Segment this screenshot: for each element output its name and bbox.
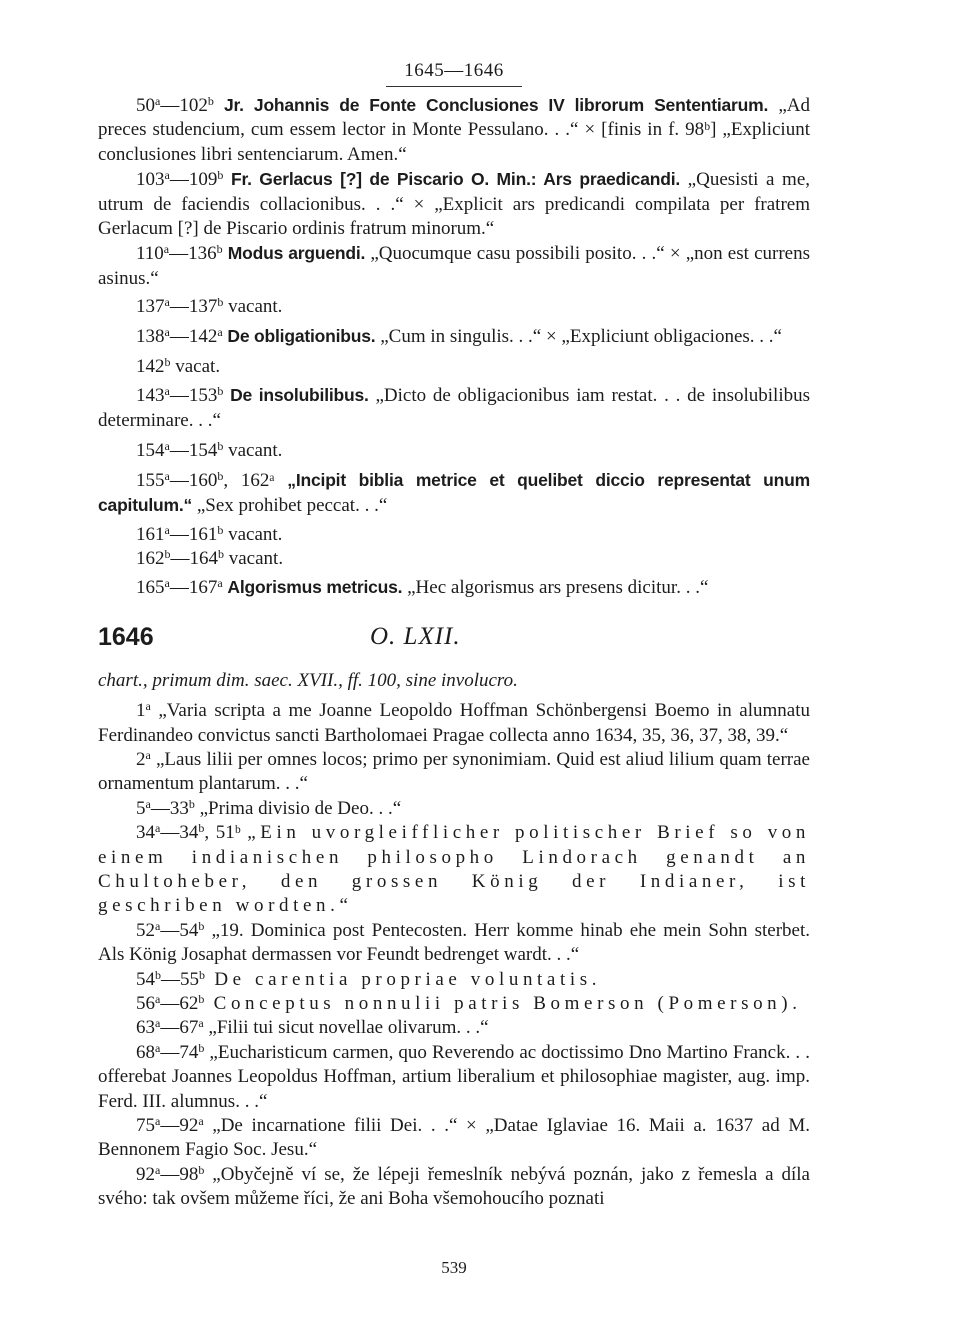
folio-side: b xyxy=(198,1040,205,1055)
folio-side: a xyxy=(164,522,170,537)
folio-side: b xyxy=(218,546,224,561)
folio-side: a xyxy=(155,94,161,108)
entry-text: „Cum in singulis. . .“ × „Expliciunt obligaciones. . .“ xyxy=(375,325,782,347)
entry: 138$^a$—142$^a$ De obligationibus. „Cum in singulis. . .“ × „Expliciunt obligaciones. . .“ xyxy=(136,324,782,347)
folio-side: a xyxy=(145,699,151,714)
folio-side: a xyxy=(155,918,161,933)
entry-text: vacant. xyxy=(223,440,283,462)
entry-text: „Laus lilii per omnes locos; primo per synonimiam. Quid est aliud lilium quam terrae ornamentum plantarum. . .“ xyxy=(98,748,810,795)
entry: 161$^a$—161$^b$ vacant. xyxy=(136,522,283,545)
entry-text: „Quocumque casu possibili posito. . .“ × „non est currens asinus.“ xyxy=(98,243,810,289)
entry: 143$^a$—153$^b$ De insolubilibus. „Dicto de obligacionibus iam restat. . . de insolubilibus determinare. . .“ xyxy=(98,384,811,431)
folio-side: b xyxy=(216,242,223,257)
entry: 162$^b$—164$^b$ vacant. xyxy=(136,546,284,569)
entry: 110$^a$—136$^b$ Modus arguendi. „Quocumque casu possibili posito. . .“ × „non est currens asinus.“ xyxy=(98,242,810,289)
folio-side: a xyxy=(164,324,170,339)
page-number: 539 xyxy=(441,1258,467,1277)
entry: 50$^a$—102$^b$ Jr. Johannis de Fonte Conclusiones IV librorum Sententiarum. „Ad preces studencium, cum essem lector in Monte Pessulano. . .“ × [finis in f. 98ᵇ] „Expliciunt conclusiones libri sentenciarum. Amen.“ xyxy=(98,94,811,165)
folio-side: a xyxy=(164,295,170,310)
entry-text: „Ad preces studencium, cum essem lector in Monte Pessulano. . .“ × [finis in f. 98ᵇ] „Expliciunt conclusiones libri sentenciarum. Amen.“ xyxy=(98,95,811,165)
entry: 2$^a$ „Laus lilii per omnes locos; primo per synonimiam. Quid est aliud lilium quam terrae ornamentum plantarum. . .“ xyxy=(98,747,810,795)
folio-side: a xyxy=(164,384,170,399)
spaced-title: De carentia propriae voluntatis. xyxy=(205,968,602,990)
folio-side: b xyxy=(164,355,171,370)
folio-side: a xyxy=(155,1040,161,1055)
folio-side: a xyxy=(155,1016,161,1031)
entry: 92$^a$—98$^b$ „Obyčejně ví se, že lépeji řemeslník nebývá poznán, jako z řemesla a díla svého: tak ovšem můžeme říci, že ani Boha všemohoucího poznati xyxy=(98,1162,810,1210)
folio-side: b xyxy=(217,439,224,454)
entry-text: „19. Dominica post Pentecosten. Herr komme hinab ehe mein Sohn sterbet. Als König Josaphat dermassen vor Feundt bedrenget wardt. . .“ xyxy=(98,919,810,966)
folio-side: b xyxy=(198,1162,205,1177)
entry: 75$^a$—92$^a$ „De incarnatione filii Dei. . .“ × „Datae Iglaviae 16. Maii a. 1637 ad M. Bennonem Fagio Soc. Jesu.“ xyxy=(98,1114,810,1161)
folio-side: a xyxy=(155,992,161,1006)
entry-text: „Varia scripta a me Joanne Leopoldo Hoffman Schönbergensi Boemo in alumnatu Ferdinandeo convictus sancti Bartholomaei Pragae collecta anno 1634, 35, 36, 37, 38, 39.“ xyxy=(98,700,810,746)
spaced-title: Conceptus nonnulii patris Bomerson (Pomerson). xyxy=(204,993,802,1014)
entry-text: „Quesisti a me, utrum de faciendis collacionibus. . .“ × „Explicit ars predicandi compilata per fratrem Gerlacum [?] de Piscario ordinis fratrum minorum.“ xyxy=(98,169,811,240)
entry: 154$^a$—154$^b$ vacant. xyxy=(136,439,283,462)
folio-side: a xyxy=(155,1162,161,1177)
entry-text: „Obyčejně ví se, že lépeji řemeslník nebývá poznán, jako z řemesla a díla svého: tak ovšem můžeme říci, že ani Boha všemohoucího poznati xyxy=(98,1163,810,1210)
entry: 56$^a$—62$^b$ Conceptus nonnulii patris Bomerson (Pomerson). xyxy=(136,992,802,1014)
entry-text: „Prima divisio de Deo. . .“ xyxy=(194,797,402,819)
folio-side: a xyxy=(164,468,170,483)
folio-side: b xyxy=(217,384,224,399)
entry-text: vacant. xyxy=(223,296,283,318)
folio-side: b xyxy=(207,94,214,108)
entry-text: „Eucharisticum carmen, quo Reverendo ac doctissimo Dno Martino Franck. . . offerebat Joannes Leopoldus Hoffman, artium liberalium et philosophiae magister, aug. imp. Ferd. III. alumnus. . .“ xyxy=(98,1041,810,1112)
running-head: 1645—1646 xyxy=(98,60,810,87)
entry-title: Algorismus metricus. xyxy=(227,577,403,598)
entry: 165$^a$—167$^a$ Algorismus metricus. „Hec algorismus ars presens dicitur. . .“ xyxy=(136,576,709,599)
folio-side: b xyxy=(217,295,224,310)
entry: 52$^a$—54$^b$ „19. Dominica post Pentecosten. Herr komme hinab ehe mein Sohn sterbet. Als König Josaphat dermassen vor Feundt bedrenget wardt. . .“ xyxy=(98,918,810,966)
folio-side: a xyxy=(155,821,161,836)
folio-side: a xyxy=(164,439,170,454)
folio-side: a xyxy=(217,324,223,339)
entry-text: „Dicto de obligacionibus iam restat. . . de insolubilibus determinare. . .“ xyxy=(98,385,811,431)
folio-side: b xyxy=(217,168,224,183)
entry: 103$^a$—109$^b$ Fr. Gerlacus [?] de Piscario O. Min.: Ars praedicandi. „Quesisti a me, utrum de faciendis collacionibus. . .“ × „Explicit ars predicandi compilata per fratrem Gerlacum [?] de Piscario ordinis fratrum minorum.“ xyxy=(98,168,811,240)
entry-title: De obligationibus. xyxy=(227,325,376,346)
folio-side: b xyxy=(155,967,161,982)
entry: 68$^a$—74$^b$ „Eucharisticum carmen, quo Reverendo ac doctissimo Dno Martino Franck. . . offerebat Joannes Leopoldus Hoffman, artium liberalium et philosophiae magister, aug. imp. Ferd. III. alumnus. . .“ xyxy=(98,1040,810,1112)
folio-side: a xyxy=(145,747,151,762)
entry-text: vacant. xyxy=(224,547,284,569)
entry: 155$^a$—160$^b$, 162ᵃ „Incipit biblia metrice et quelibet diccio representat unum capitulum.“ „Sex prohibet peccat. . .“ xyxy=(98,468,810,517)
entry-text: vacat. xyxy=(170,356,221,378)
entry-text: vacant. xyxy=(223,523,283,545)
manuscript-description: chart., primum dim. saec. XVII., ff. 100, sine involucro. xyxy=(98,669,518,691)
entry: 142$^b$ vacat. xyxy=(136,355,221,378)
entry-text: „Hec algorismus ars presens dicitur. . .“ xyxy=(402,577,709,599)
folio-side: b xyxy=(164,546,171,561)
folio-side: a xyxy=(155,1114,161,1129)
entry: 63$^a$—67$^a$ „Filii tui sicut novellae olivarum. . .“ xyxy=(136,1016,489,1039)
entry: 34$^a$—34$^b$, 51ᵇ „Ein uvorgleifflicher politischer Brief so von einem indianischen philosopho Lindorach genandt an Chultoheber, den grossen König der Indianer, ist geschriben wordten.“ xyxy=(98,821,810,917)
entry-title: Jr. Johannis de Fonte Conclusiones IV librorum Sententiarum. xyxy=(224,95,769,115)
folio-side: a xyxy=(217,576,223,591)
folio-side: a xyxy=(164,576,170,591)
folio-side: b xyxy=(217,522,224,537)
folio-side: a xyxy=(164,168,170,183)
folio-side: a xyxy=(198,1114,204,1129)
folio-side: b xyxy=(198,821,205,836)
folio-side: b xyxy=(199,967,205,982)
section-heading xyxy=(98,623,810,657)
entry-text: „Sex prohibet peccat. . .“ xyxy=(192,495,388,517)
entry-title: Fr. Gerlacus [?] de Piscario O. Min.: Ars praedicandi. xyxy=(230,169,681,190)
entry: 137$^a$—137$^b$ vacant. xyxy=(136,295,283,318)
entry-title: „Incipit biblia metrice et quelibet diccio representat unum capitulum.“ xyxy=(98,469,810,516)
entry-title: Modus arguendi. xyxy=(227,243,366,264)
entry: 1$^a$ „Varia scripta a me Joanne Leopoldo Hoffman Schönbergensi Boemo in alumnatu Ferdinandeo convictus sancti Bartholomaei Pragae collecta anno 1634, 35, 36, 37, 38, 39.“ xyxy=(98,699,810,746)
spaced-title: „Ein uvorgleifflicher politischer Brief so von einem indianischen philosopho Lindorach genandt an Chultoheber, den grossen König der Indianer, ist geschriben wordten.“ xyxy=(98,822,810,917)
entries-1646 xyxy=(98,699,810,1212)
folio-side: a xyxy=(145,796,151,811)
folio-side: b xyxy=(198,918,205,933)
entry-title: De insolubilibus. xyxy=(230,385,369,406)
folio-side: b xyxy=(188,796,195,811)
entry-text: „De incarnatione filii Dei. . .“ × „Datae Iglaviae 16. Maii a. 1637 ad M. Bennonem Fagio Soc. Jesu.“ xyxy=(98,1115,810,1161)
folio-side: a xyxy=(198,1016,204,1031)
section-number: 1646 xyxy=(98,622,154,651)
entry-text: „Filii tui sicut novellae olivarum. . .“ xyxy=(203,1017,489,1039)
shelfmark: O. LXII. xyxy=(370,622,461,650)
entry: 5$^a$—33$^b$ „Prima divisio de Deo. . .“ xyxy=(136,796,402,819)
folio-side: b xyxy=(217,468,224,483)
document-page xyxy=(98,60,811,1277)
folio-side: a xyxy=(163,242,170,257)
entries-1645 xyxy=(98,93,810,601)
folio-side: b xyxy=(198,992,205,1006)
entry: 54$^b$—55$^b$ De carentia propriae voluntatis. xyxy=(136,967,602,990)
